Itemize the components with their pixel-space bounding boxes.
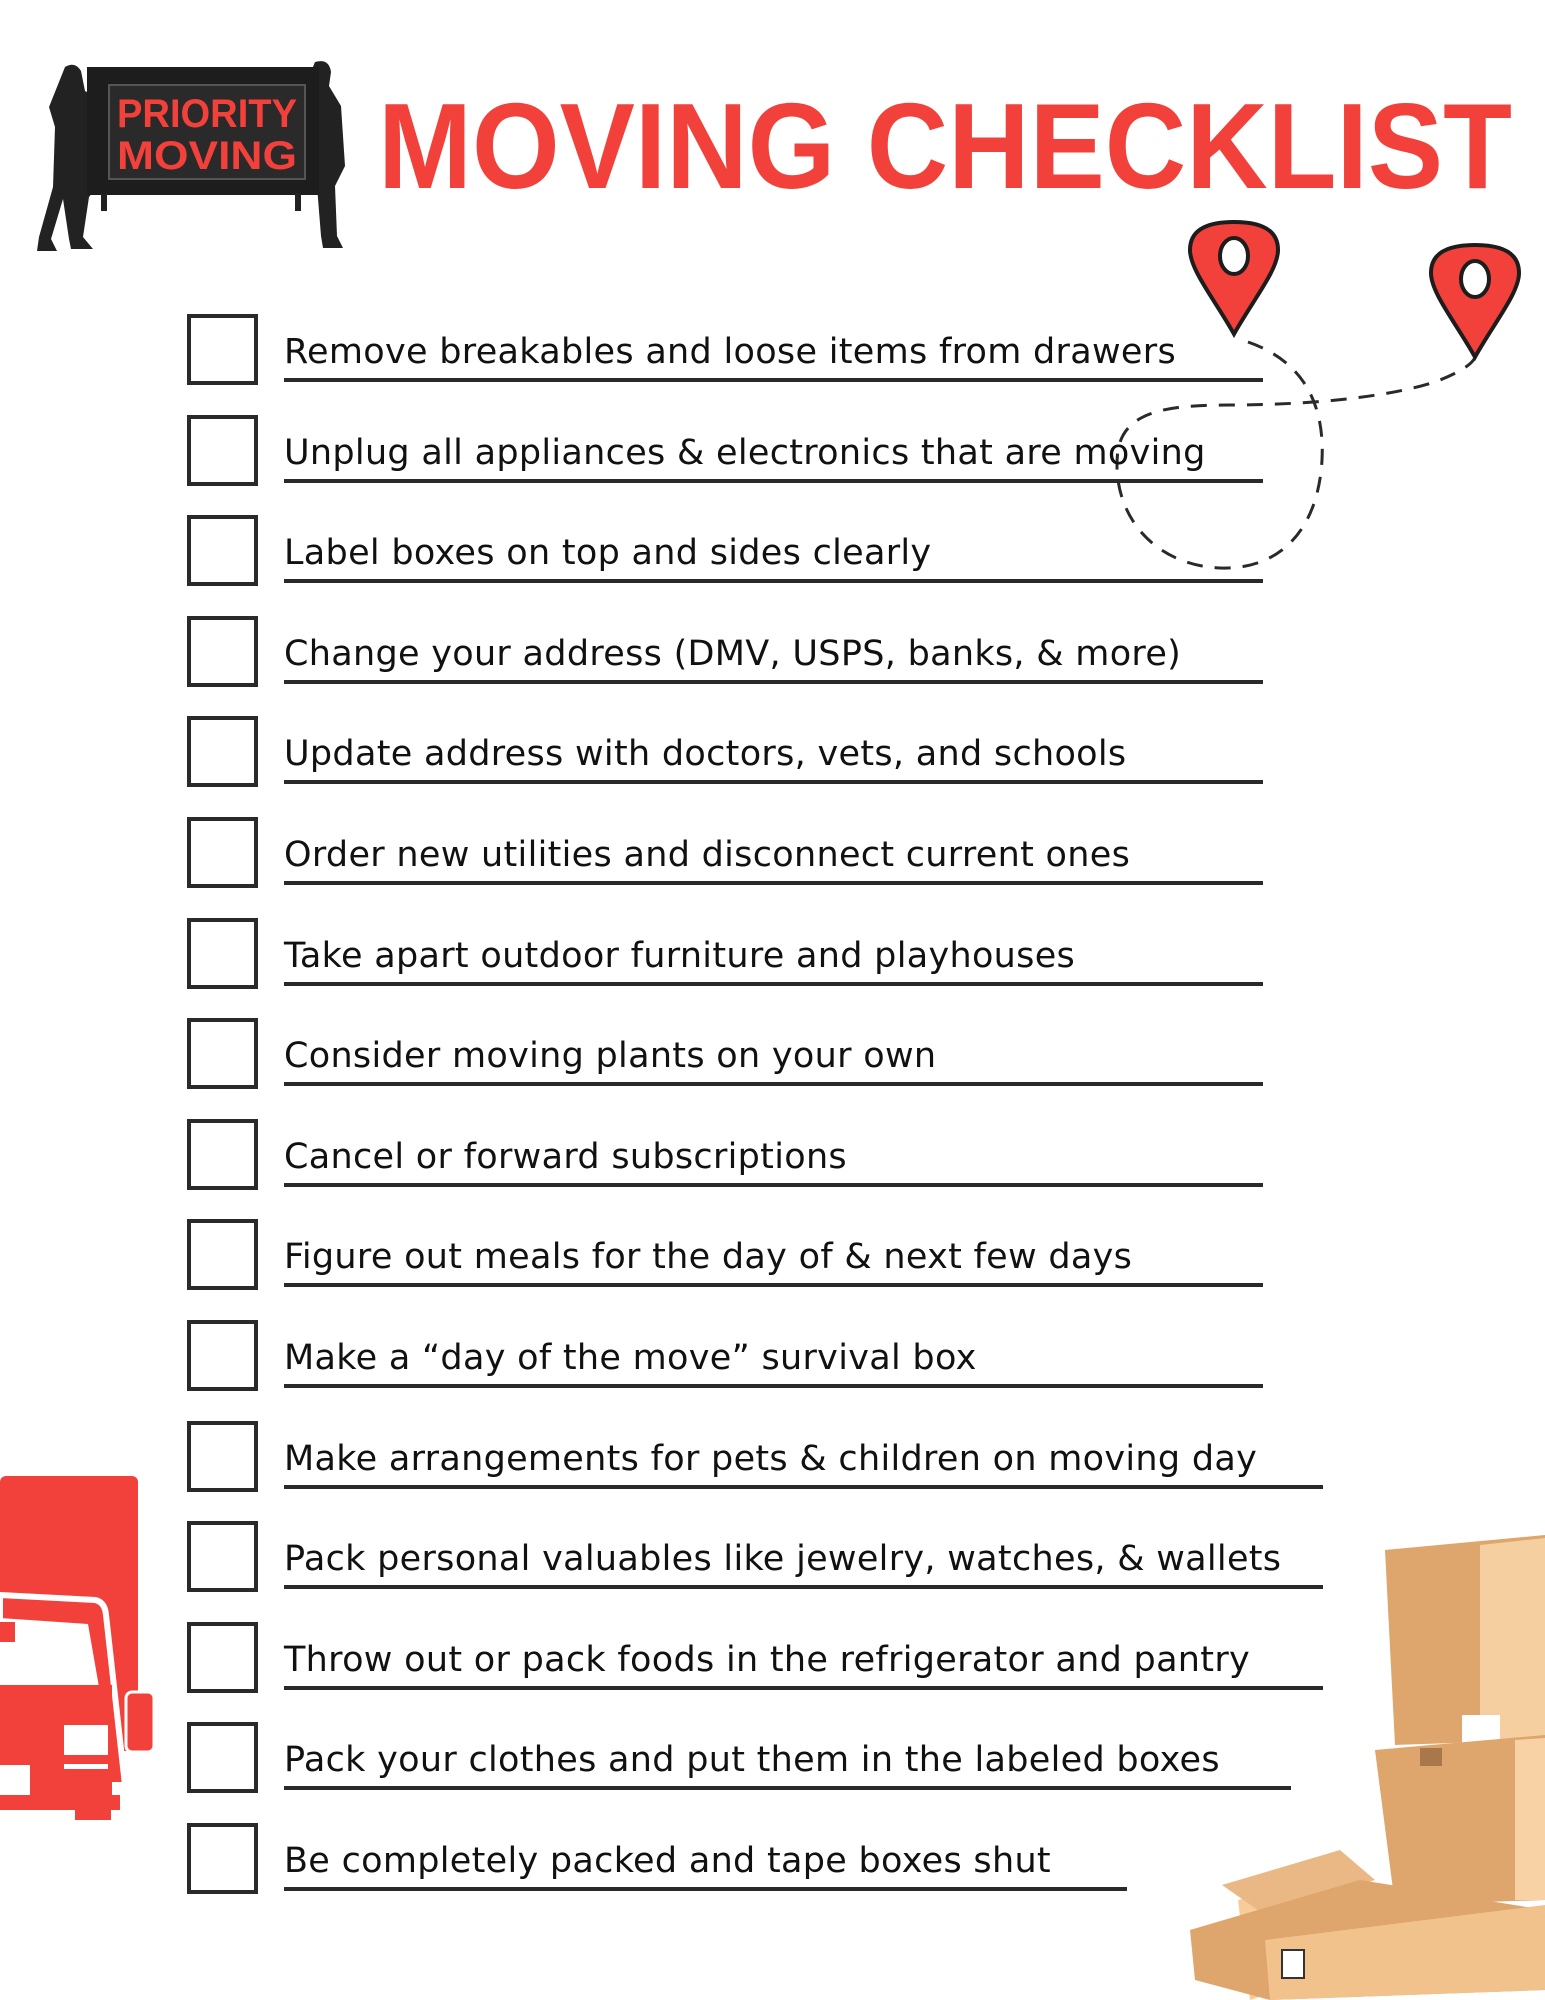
checklist-item-label: Label boxes on top and sides clearly bbox=[284, 533, 932, 574]
underline-divider bbox=[284, 479, 1263, 483]
underline-divider bbox=[284, 1283, 1263, 1287]
checklist-item bbox=[0, 1421, 1545, 1521]
underline-divider bbox=[284, 579, 1263, 583]
checklist-item-label: Remove breakables and loose items from drawers bbox=[284, 332, 1176, 372]
checkbox[interactable] bbox=[187, 1119, 258, 1190]
checkbox[interactable] bbox=[187, 314, 258, 385]
checkbox[interactable] bbox=[187, 918, 258, 989]
checklist-item bbox=[0, 1521, 1545, 1621]
logo-text-moving: MOVING bbox=[117, 134, 297, 178]
checkbox[interactable] bbox=[187, 1421, 258, 1492]
page-title-text: MOVING CHECKLIST bbox=[378, 96, 1512, 196]
checkbox[interactable] bbox=[187, 817, 258, 888]
checkbox[interactable] bbox=[187, 1219, 258, 1290]
checklist-item bbox=[0, 515, 1545, 615]
checklist-item-label: Figure out meals for the day of & next few days bbox=[284, 1237, 1133, 1278]
checklist-item bbox=[0, 1823, 1545, 1923]
checklist-item bbox=[0, 817, 1545, 917]
checklist-item-label: Unplug all appliances & electronics that are moving bbox=[284, 432, 1206, 473]
underline-divider bbox=[284, 1887, 1127, 1891]
underline-divider bbox=[284, 1485, 1323, 1489]
checklist-item bbox=[0, 1018, 1545, 1118]
checklist-item-label: Make a “day of the move” survival box bbox=[284, 1338, 977, 1378]
checklist-item bbox=[0, 1622, 1545, 1722]
checklist-item-label: Pack personal valuables like jewelry, watches, & wallets bbox=[284, 1539, 1282, 1580]
checklist-item-label: Change your address (DMV, USPS, banks, & more) bbox=[284, 633, 1182, 674]
checkbox[interactable] bbox=[187, 716, 258, 787]
underline-divider bbox=[284, 881, 1263, 885]
checkbox[interactable] bbox=[187, 616, 258, 687]
underline-divider bbox=[284, 1686, 1323, 1690]
underline-divider bbox=[284, 982, 1263, 986]
checklist-item bbox=[0, 1119, 1545, 1219]
page-title bbox=[378, 96, 1518, 196]
checkbox[interactable] bbox=[187, 515, 258, 586]
checklist-item-label: Take apart outdoor furniture and playhouses bbox=[284, 935, 1076, 976]
checklist-item bbox=[0, 616, 1545, 716]
checkbox[interactable] bbox=[187, 1823, 258, 1894]
checkbox[interactable] bbox=[187, 1320, 258, 1391]
underline-divider bbox=[284, 1082, 1263, 1086]
underline-divider bbox=[284, 1183, 1263, 1187]
logo-text-priority: PRIORITY bbox=[117, 92, 298, 136]
checklist-item-label: Throw out or pack foods in the refrigerator and pantry bbox=[284, 1639, 1251, 1680]
checklist-item bbox=[0, 415, 1545, 515]
checklist-item-label: Order new utilities and disconnect current ones bbox=[284, 835, 1131, 875]
checklist-item bbox=[0, 918, 1545, 1018]
checkbox[interactable] bbox=[187, 1722, 258, 1793]
checkbox[interactable] bbox=[187, 1018, 258, 1089]
underline-divider bbox=[284, 378, 1263, 382]
underline-divider bbox=[284, 1786, 1291, 1790]
checklist-item-label: Update address with doctors, vets, and schools bbox=[284, 734, 1127, 775]
underline-divider bbox=[284, 680, 1263, 684]
checklist-item bbox=[0, 1219, 1545, 1319]
checklist-item-label: Consider moving plants on your own bbox=[284, 1036, 937, 1077]
underline-divider bbox=[284, 1585, 1323, 1589]
checkbox[interactable] bbox=[187, 415, 258, 486]
checklist-item bbox=[0, 1722, 1545, 1822]
checkbox[interactable] bbox=[187, 1521, 258, 1592]
underline-divider bbox=[284, 1384, 1263, 1388]
checklist-item-label: Be completely packed and tape boxes shut bbox=[284, 1841, 1051, 1881]
checklist-item bbox=[0, 716, 1545, 816]
underline-divider bbox=[284, 780, 1263, 784]
checklist-item bbox=[0, 314, 1545, 414]
checklist-item bbox=[0, 1320, 1545, 1420]
checklist-item-label: Pack your clothes and put them in the labeled boxes bbox=[284, 1740, 1220, 1781]
priority-moving-logo bbox=[25, 57, 355, 252]
checklist-item-label: Cancel or forward subscriptions bbox=[284, 1136, 847, 1177]
checklist-item-label: Make arrangements for pets & children on moving day bbox=[284, 1438, 1258, 1479]
checkbox[interactable] bbox=[187, 1622, 258, 1693]
